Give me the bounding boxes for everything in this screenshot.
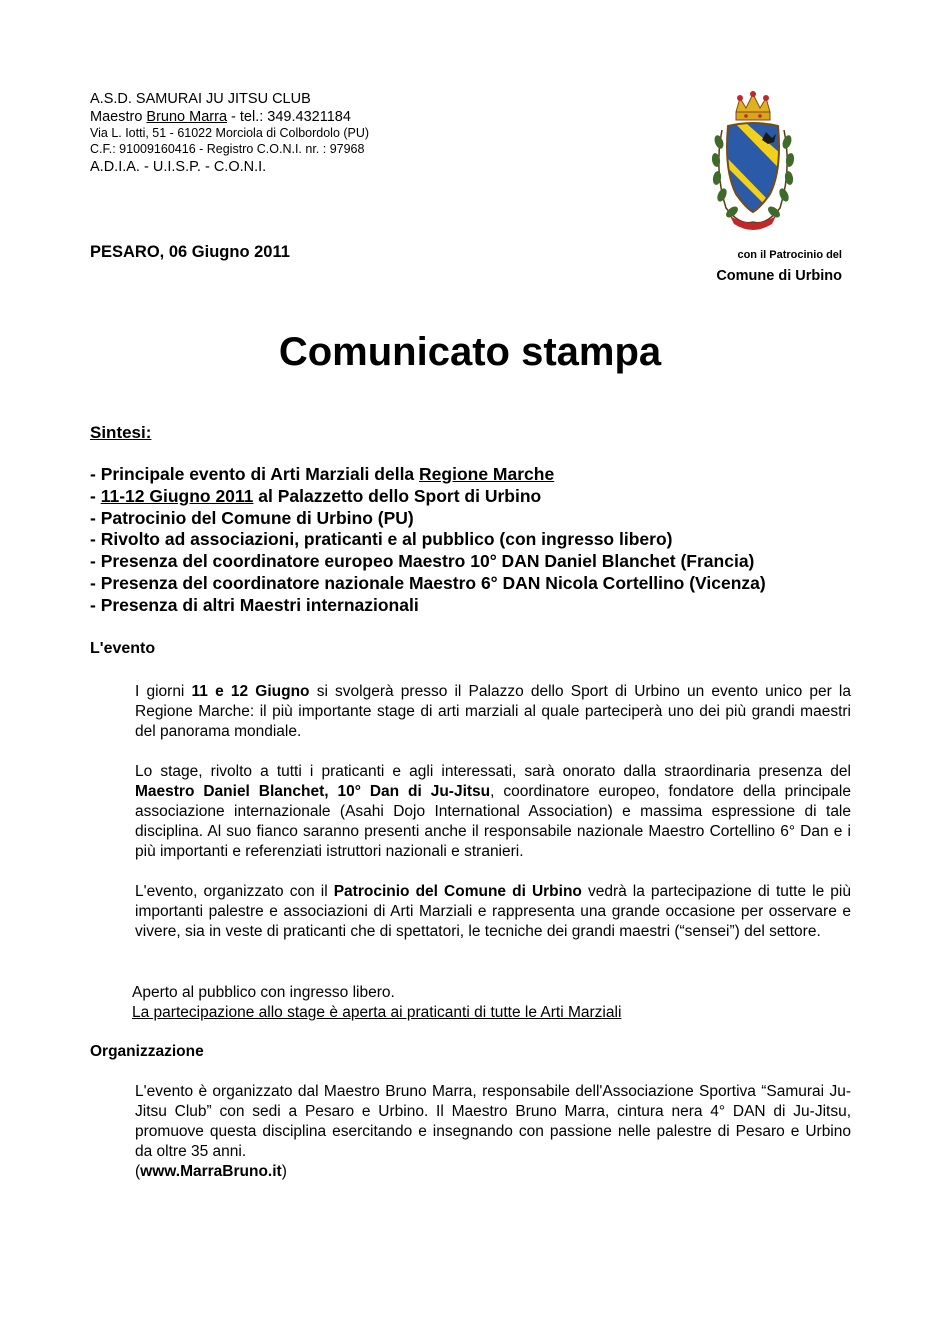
text-run-bold: Maestro Daniel Blanchet, 10° Dan di Ju-Jitsu (135, 783, 491, 800)
club-address: Via L. Iotti, 51 - 61022 Morciola di Colbordolo (PU) (90, 126, 370, 141)
sintesi-item-underlined: 11-12 Giugno 2011 (100, 485, 254, 506)
sintesi-item-underlined: Regione Marche (419, 464, 555, 484)
website-link[interactable]: www.MarraBruno.it (140, 1163, 282, 1180)
organizzazione-paragraph (135, 1082, 851, 1182)
letterhead (90, 90, 369, 176)
text-run: vedrà la partecipazione di tutte le più importanti palestre e associazioni di Arti Marziali e rappresenta una grande occasione per osservare e vivere, sia in veste di praticanti che di spettatori, le tecniche dei grandi maestri (“sensei”) del settore. (135, 883, 851, 940)
maestro-tel: - tel.: 349.4321184 (227, 109, 351, 126)
sintesi-item: - Presenza di altri Maestri internazionali (90, 594, 419, 615)
maestro-contact (90, 108, 369, 126)
text-run: si svolgerà presso il Palazzo dello Sport di Urbino un evento unico per la Regione Marche: il più importante stage di arti marziali al quale parteciperà uno dei più grandi maestri del panorama mondiale. (135, 683, 851, 740)
urbino-coat-of-arms-icon (710, 90, 796, 240)
evento-paragraph-1 (135, 682, 851, 742)
maestro-name: Bruno Marra (146, 109, 228, 126)
club-name: A.S.D. SAMURAI JU JITSU CLUB (90, 91, 311, 107)
text-run: L'evento è organizzato dal Maestro Bruno Marra, responsabile dell'Associazione Sportiva “Samurai Ju-Jitsu Club” con sedi a Pesaro e Urbino. Il Maestro Bruno Marra, cintura nera 4° DAN di Ju-Jitsu, promuove questa disciplina esercitando e insegnando con passione nelle palestre di Pesaro e Urbino da oltre 35 anni. (135, 1083, 851, 1160)
evento-heading: L'evento (90, 640, 156, 657)
evento-paragraph-2 (135, 762, 851, 862)
evento-open-note: Aperto al pubblico con ingresso libero. (132, 984, 395, 1001)
text-run: ) (281, 1163, 287, 1180)
text-run: Lo stage, rivolto a tutti i praticanti e agli interessati, sarà onorato dalla straordinaria presenza del (135, 763, 851, 780)
sintesi-item: - Rivolto ad associazioni, praticanti e al pubblico (con ingresso libero) (90, 529, 673, 550)
sintesi-item-text: - (90, 485, 101, 506)
sintesi-item-text: - Principale evento di Arti Marziali della (90, 464, 420, 484)
club-fiscal-code: C.F.: 91009160416 - Registro C.O.N.I. nr. : 97968 (90, 141, 365, 156)
text-run: , coordinatore europeo, fondatore della principale associazione internazionale (Asahi Dojo International Association) e massima espressione di tale disciplina. Al suo fianco saranno presenti anche il responsabile nazionale Maestro Cortellino 6° Dan e i più importanti e referenziati istruttori nazionali e stranieri. (135, 783, 851, 860)
sintesi-item-text: al Palazzetto dello Sport di Urbino (253, 485, 542, 506)
page-title: Comunicato stampa (278, 330, 662, 374)
patrocinio-comune: Comune di Urbino (716, 268, 842, 284)
sintesi-item (90, 486, 766, 508)
text-run-bold: Patrocinio del Comune di Urbino (333, 883, 582, 900)
sintesi-list (90, 464, 766, 617)
sintesi-item: - Presenza del coordinatore europeo Maestro 10° DAN Daniel Blanchet (Francia) (90, 551, 755, 572)
text-run: L'evento, organizzato con il (135, 883, 334, 900)
text-run: ( (135, 1163, 141, 1180)
patrocinio-label: con il Patrocinio del (737, 249, 842, 261)
text-run: I giorni (135, 683, 192, 700)
text-run-bold: 11 e 12 Giugno (191, 683, 310, 700)
crown-icon (736, 91, 770, 120)
evento-participation-note: La partecipazione allo stage è aperta ai praticanti di tutte le Arti Marziali (132, 1004, 622, 1021)
date-line: PESARO, 06 Giugno 2011 (90, 243, 290, 261)
sintesi-item (90, 464, 766, 486)
evento-paragraph-3 (135, 882, 851, 942)
maestro-prefix: Maestro (90, 109, 147, 126)
sintesi-heading: Sintesi: (90, 423, 152, 442)
sintesi-item: - Presenza del coordinatore nazionale Maestro 6° DAN Nicola Cortellino (Vicenza) (90, 572, 766, 593)
organizzazione-heading: Organizzazione (90, 1043, 204, 1060)
sintesi-item: - Patrocinio del Comune di Urbino (PU) (90, 507, 414, 528)
club-affiliations: A.D.I.A. - U.I.S.P. - C.O.N.I. (90, 158, 267, 175)
